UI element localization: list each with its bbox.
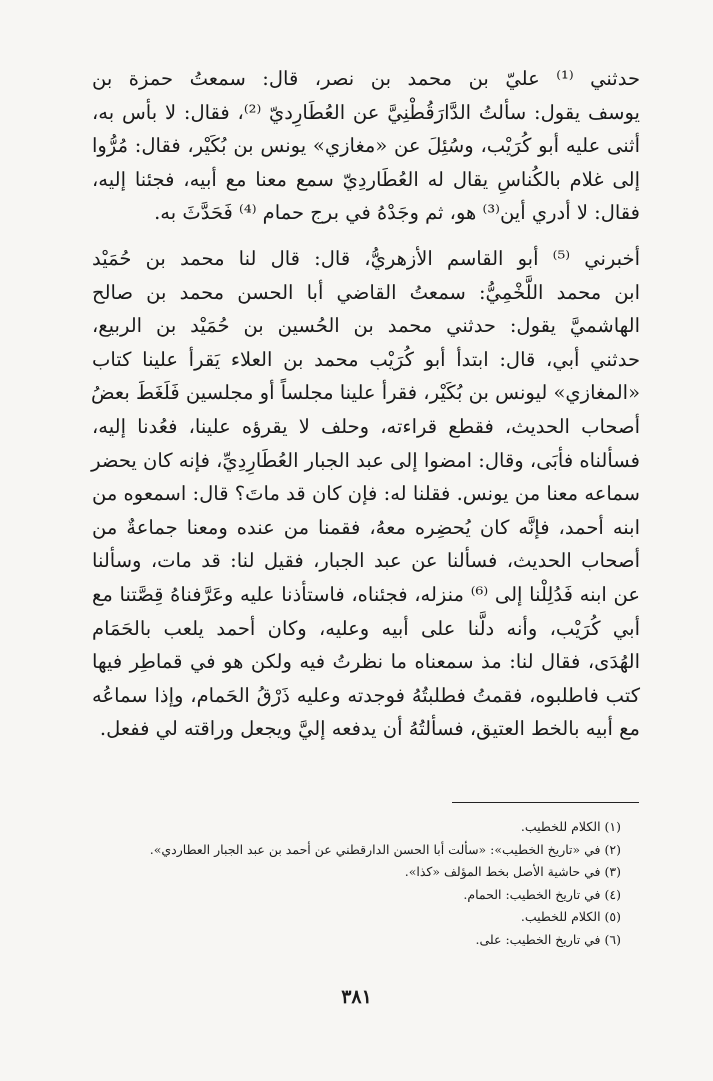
text-line: أصحاب الحديث، فسألنا عن عبد الجبار، فقيل لنا: قد مات، وسألنا xyxy=(92,549,640,573)
footnotes xyxy=(73,816,621,952)
text-line: أخبرني ⁽⁵⁾ أبو القاسم الأزهريُّ، قال: قال لنا محمد بن حُمَيْد xyxy=(92,246,640,270)
footnote: (٥) الكلام للخطيب. xyxy=(520,909,621,925)
text-line: أصحاب الحديث، فقطع قراءته، وحلف لا يقرؤه علينا، فعُدنا إليه، xyxy=(92,414,640,438)
text-line: أبي كُرَيْب، وأنه دلَّنا على أبيه وعليه، وكان أحمد يلعب بالحَمَام xyxy=(92,616,640,640)
main-text xyxy=(92,62,640,746)
text-line: فسألناه فأبَى، وقال: امضوا إلى عبد الجبار العُطَارِدِيِّ، فإنه كان يحضر xyxy=(91,448,640,472)
text-line: حدثني ⁽¹⁾ عليّ بن محمد بن نصر، قال: سمعتُ حمزة بن xyxy=(92,67,641,90)
footnote: (٦) في تاريخ الخطيب: على. xyxy=(475,931,621,947)
footnote: (٤) في تاريخ الخطيب: الحمام. xyxy=(463,886,621,902)
footnote: (٢) في «تاريخ الخطيب»: «سألت أبا الحسن الدارقطني عن أحمد بن عبد الجبار العطاردي». xyxy=(149,841,621,857)
footnote: (٣) في حاشية الأصل بخط المؤلف «كذا». xyxy=(404,864,621,880)
paragraph-2 xyxy=(92,242,640,746)
text-line: «المغازي» ليونس بن بُكَيْر، فقرأ علينا مجلساً أو مجلسين فَلَغَطَ بعضُ xyxy=(91,381,640,405)
text-line: ابن محمد اللَّخْمِيُّ: سمعتُ القاضي أبا الحسن محمد بن صالح xyxy=(92,280,640,304)
footnote: (١) الكلام للخطيب. xyxy=(520,819,621,834)
text-line: يوسف يقول: سألتُ الدَّارَقُطْنِيَّ عن العُطَارِديّ ⁽²⁾، فقال: لا بأس به، xyxy=(92,100,640,124)
page-number: ٣٨١ xyxy=(341,986,372,1008)
text-line: إلى غلام بالكُناسِ يقال له العُطَاردِيّ سمع معنا مع أبيه، فجئنا إليه، xyxy=(92,167,640,191)
text-line: حدثني أبي، قال: ابتدأ أبو كُرَيْب محمد بن العلاء يَقرأ علينا كتاب xyxy=(92,347,640,371)
text-line: سماعه معنا من يونس. فقلنا له: فإن كان قد ماتَ؟ قال: اسمعوه من xyxy=(92,482,640,506)
text-line: الهُدَى، فقال لنا: مذ سمعناه ما نظرتُ فيه ولكن هو في قماطِر فيها xyxy=(92,650,640,674)
text-line: عن ابنه فَدُلِلْنا إلى ⁽⁶⁾ منزله، فجئناه، فاستأذنا عليه وعَرَّفناهُ قِصَّتنا مع xyxy=(92,582,641,606)
footnote-divider xyxy=(452,802,639,803)
text-line: كتب فاطلبوه، فقمتُ فطلبتُهُ فوجدته وعليه ذَرْقُ الحَمام، وإذا سماعُه xyxy=(92,683,640,707)
text-line: مع أبيه بالخط العتيق، فسألتُهُ أن يدفعه إليَّ ويجعل وراقته لي ففعل. xyxy=(99,717,640,741)
paragraph-1 xyxy=(92,62,640,230)
text-line: أثنى عليه أبو كُرَيْب، وسُئِلَ عن «مغازي» يونس بن بُكَيْر، فقال: مُرُّوا xyxy=(92,134,640,158)
text-line: الهاشميَّ يقول: حدثني محمد بن الحُسين بن حُمَيْد بن الربيع، xyxy=(92,314,640,338)
text-line: فقال: لا أدري أين⁽³⁾ هو، ثم وجَدْهُ في برج حمام ⁽⁴⁾ فَحَدَّثَ به. xyxy=(154,201,640,225)
text-line: ابنه أحمد، فإنَّه كان يُحضِره معهُ، فقمنا من عنده ومعنا جماعةٌ من xyxy=(92,515,640,539)
